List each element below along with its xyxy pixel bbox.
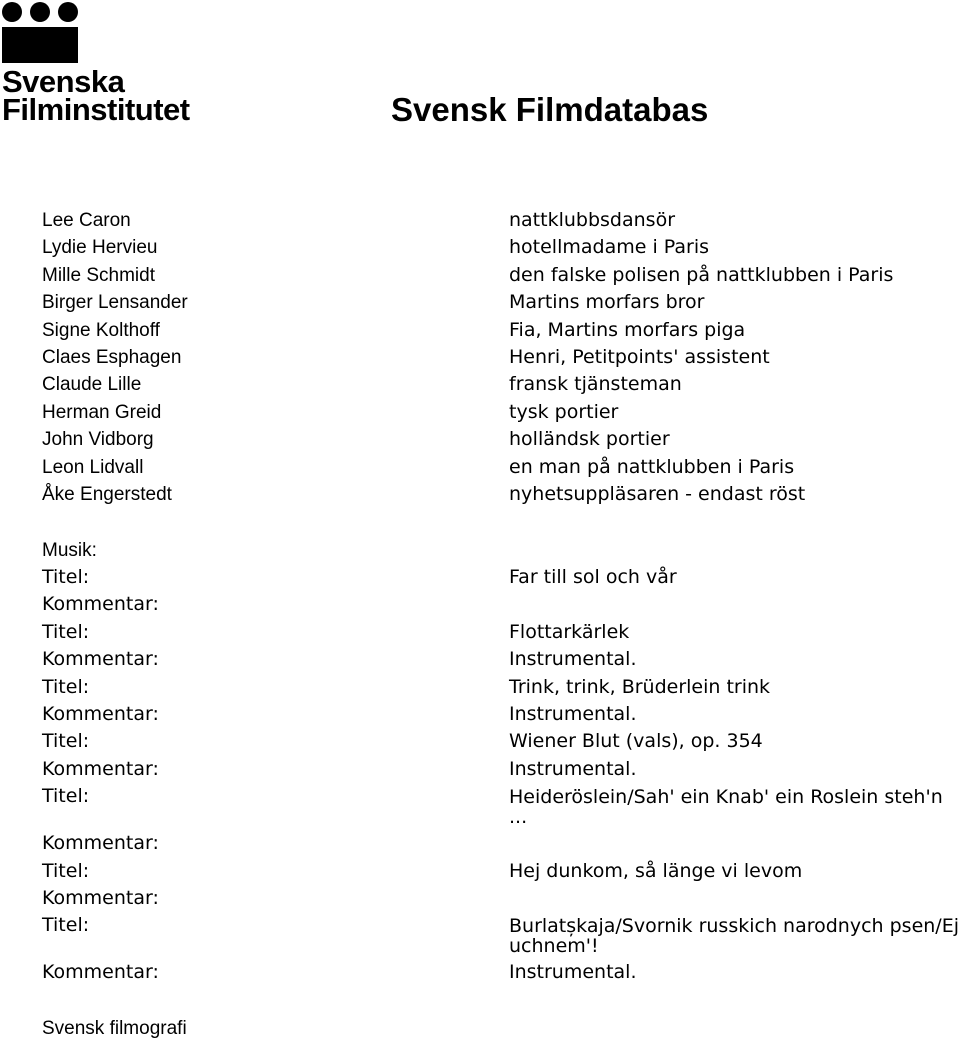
svenska-filminstitutet-logo (2, 2, 202, 126)
music-title-value: Far till sol och vår (509, 566, 677, 588)
cast-name: John Vidborg (42, 429, 154, 451)
music-comment-value: Instrumental. (509, 703, 637, 726)
music-comment-row (42, 591, 960, 618)
music-title-row (42, 619, 960, 646)
cast-role: Martins morfars bror (509, 291, 705, 314)
cast-role: hotellmadame i Paris (509, 236, 710, 259)
page-title: Svensk Filmdatabas (391, 91, 709, 128)
music-title-row (42, 674, 960, 701)
music-comment-value: Instrumental. (509, 757, 637, 780)
cast-role: tysk portier (509, 400, 619, 423)
music-list (42, 564, 960, 987)
music-comment-value: Instrumental. (509, 961, 637, 984)
cast-role: Henri, Petitpoints' assistent (509, 345, 770, 368)
cast-role: den falske polisen på nattklubben i Paris (509, 263, 894, 286)
music-title-row (42, 858, 960, 885)
music-title-value: Wiener Blut (vals), op. 354 (509, 730, 763, 753)
music-title-label: Titel: (42, 620, 90, 643)
music-title-row (42, 728, 960, 755)
music-comment-row (42, 701, 960, 728)
cast-name: Signe Kolthoff (42, 319, 160, 341)
cast-name: Lee Caron (42, 210, 131, 231)
cast-name: Åke Engerstedt (42, 483, 172, 505)
music-title-label: Titel: (42, 566, 90, 588)
music-title-label: Titel: (42, 914, 90, 937)
cast-role: fransk tjänsteman (509, 373, 682, 396)
music-title-value: Trink, trink, Brüderlein trink (509, 675, 771, 698)
music-title-label: Titel: (42, 730, 90, 753)
cast-role: nattklubbsdansör (509, 209, 676, 231)
logo-text-line2: Filminstitutet (2, 92, 190, 127)
music-comment-row (42, 646, 960, 673)
music-title-value: Flottarkärlek (509, 620, 630, 643)
music-comment-row (42, 959, 960, 986)
music-comment-label: Kommentar: (42, 648, 159, 671)
music-title-row (42, 783, 960, 830)
music-title-row (42, 912, 960, 959)
cast-name: Claes Esphagen (42, 346, 182, 368)
cast-name: Lydie Hervieu (42, 237, 158, 259)
music-title-value: Burlatșkaja/Svornik russkich narodnych psen/Ej uchnem'! (509, 915, 959, 958)
cast-name: Claude Lille (42, 374, 142, 396)
cast-role: Fia, Martins morfars piga (509, 318, 746, 341)
music-title-label: Titel: (42, 675, 90, 698)
music-comment-row (42, 885, 960, 912)
music-comment-label: Kommentar: (42, 832, 159, 855)
cast-name: Birger Lensander (42, 292, 188, 314)
music-comment-row (42, 756, 960, 783)
music-title-label: Titel: (42, 785, 90, 808)
section-heading-filmografi: Svensk filmografi (42, 1018, 187, 1039)
cast-role: nyhetsuppläsaren - endast röst (509, 482, 806, 505)
cast-role: holländsk portier (509, 428, 670, 451)
cast-role: en man på nattklubben i Paris (509, 455, 795, 478)
music-title-row (42, 564, 960, 591)
cast-name: Herman Greid (42, 401, 162, 423)
music-title-value: Hej dunkom, så länge vi levom (509, 859, 803, 882)
music-comment-value: Instrumental. (509, 648, 637, 671)
logo-text-line1: Svenska (2, 64, 125, 99)
music-heading: Musik: (42, 540, 97, 561)
music-comment-label: Kommentar: (42, 703, 159, 726)
music-comment-row (42, 830, 960, 857)
music-comment-label: Kommentar: (42, 593, 159, 616)
music-comment-label: Kommentar: (42, 757, 159, 780)
music-title-label: Titel: (42, 859, 90, 882)
music-comment-label: Kommentar: (42, 961, 159, 984)
cast-name: Leon Lidvall (42, 456, 144, 478)
music-comment-label: Kommentar: (42, 887, 159, 910)
cast-name: Mille Schmidt (42, 264, 155, 286)
music-title-value: Heideröslein/Sah' ein Knab' ein Roslein steh'n ... (509, 786, 943, 829)
